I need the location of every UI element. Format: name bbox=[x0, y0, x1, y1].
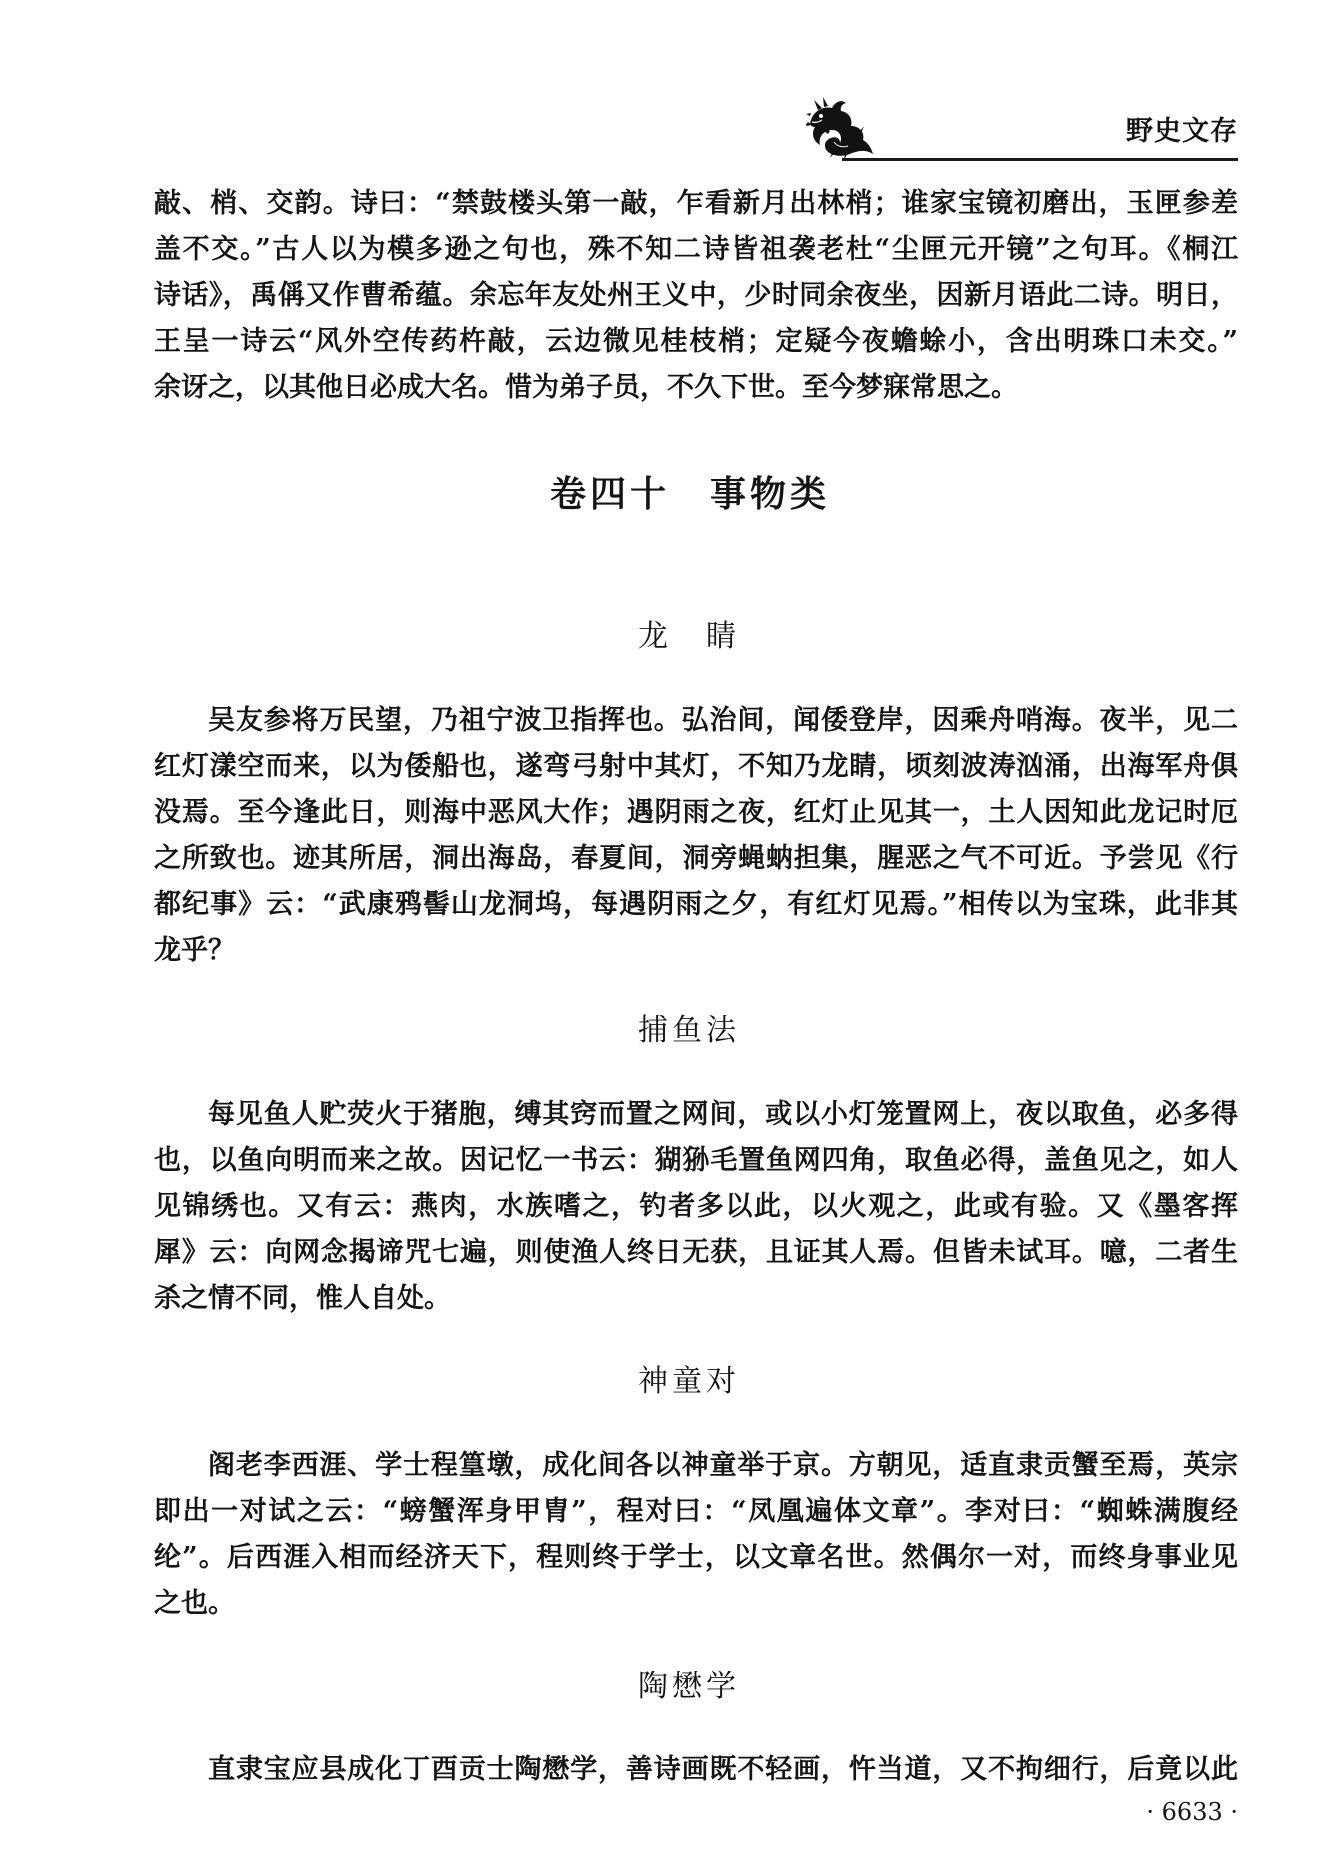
text-line: 纶”。后西涯入相而经济天下，程则终于学士，以文章名世。然偶尔一对，而终身事业见 bbox=[154, 1542, 1238, 1573]
text-line: 龙乎？ bbox=[154, 935, 235, 966]
text-line: 王呈一诗云“风外空传药杵敲，云边微见桂枝梢；定疑今夜蟾蜍小，含出明珠口未交。” bbox=[154, 326, 1238, 357]
section-heading: 神童对 bbox=[638, 1364, 740, 1399]
section-heading: 捕鱼法 bbox=[638, 1013, 740, 1048]
text-line: 也，以鱼向明而来之故。因记忆一书云：猢狲毛置鱼网四角，取鱼必得，盖鱼见之，如人 bbox=[154, 1145, 1238, 1176]
text-line: 之所致也。迹其所居，洞出海岛，春夏间，洞旁蝇蚋担集，腥恶之气不可近。予尝见《行 bbox=[154, 843, 1238, 874]
page-number: · 6633 · bbox=[1146, 1798, 1238, 1826]
text-line: 盖不交。”古人以为模多逊之句也，殊不知二诗皆祖袭老杜“尘匣元开镜”之句耳。《桐江 bbox=[154, 234, 1238, 265]
text-line: 直隶宝应县成化丁酉贡士陶懋学，善诗画既不轻画，忤当道，又不拘细行，后竟以此 bbox=[208, 1754, 1238, 1785]
text-line: 没焉。至今逢此日，则海中恶风大作；遇阴雨之夜，红灯止见其一，土人因知此龙记时厄 bbox=[154, 797, 1238, 828]
text-line: 见锦绣也。又有云：燕肉，水族嗜之，钓者多以此，以火观之，此或有验。又《墨客挥 bbox=[154, 1191, 1238, 1222]
text-line: 敲、梢、交韵。诗曰：“禁鼓楼头第一敲，乍看新月出林梢；谁家宝镜初磨出，玉匣参差 bbox=[154, 188, 1238, 219]
text-line: 吴友参将万民望，乃祖宁波卫指挥也。弘治间，闻倭登岸，因乘舟哨海。夜半，见二 bbox=[208, 705, 1238, 736]
text-line: 即出一对试之云：“螃蟹浑身甲胄”，程对曰：“凤凰遍体文章”。李对曰：“蜘蛛满腹经 bbox=[154, 1496, 1238, 1527]
text-line: 杀之情不同，惟人自处。 bbox=[154, 1283, 451, 1314]
collection-title: 野史文存 bbox=[1126, 116, 1238, 147]
text-line: 每见鱼人贮荧火于猪胞，缚其窍而置之网间，或以小灯笼置网上，夜以取鱼，必多得 bbox=[208, 1099, 1238, 1130]
text-line: 阁老李西涯、学士程篁墩，成化间各以神童举于京。方朝见，适直隶贡蟹至焉，英宗 bbox=[208, 1450, 1238, 1481]
section-heading: 龙 睛 bbox=[638, 619, 740, 654]
text-line: 都纪事》云：“武康鸦髻山龙洞坞，每遇阴雨之夕，有红灯见焉。”相传以为宝珠，此非其 bbox=[154, 889, 1238, 920]
text-line: 红灯漾空而来，以为倭船也，遂弯弓射中其灯，不知乃龙睛，顷刻波涛汹涌，出海军舟俱 bbox=[154, 751, 1238, 782]
text-line: 犀》云：向网念揭谛咒七遍，则使渔人终日无获，且证其人焉。但皆未试耳。噫，二者生 bbox=[154, 1237, 1238, 1268]
dragon-emblem-icon bbox=[806, 96, 874, 162]
text-line: 之也。 bbox=[154, 1588, 235, 1619]
text-line: 余讶之，以其他日必成大名。惜为弟子员，不久下世。至今梦寐常思之。 bbox=[154, 372, 1018, 403]
header-rule bbox=[842, 158, 1238, 161]
chapter-title: 卷四十 事物类 bbox=[549, 474, 830, 515]
section-heading: 陶懋学 bbox=[638, 1669, 740, 1704]
text-line: 诗话》，禹偁又作曹希蕴。余忘年友处州王义中，少时同余夜坐，因新月语此二诗。明日， bbox=[154, 280, 1238, 311]
